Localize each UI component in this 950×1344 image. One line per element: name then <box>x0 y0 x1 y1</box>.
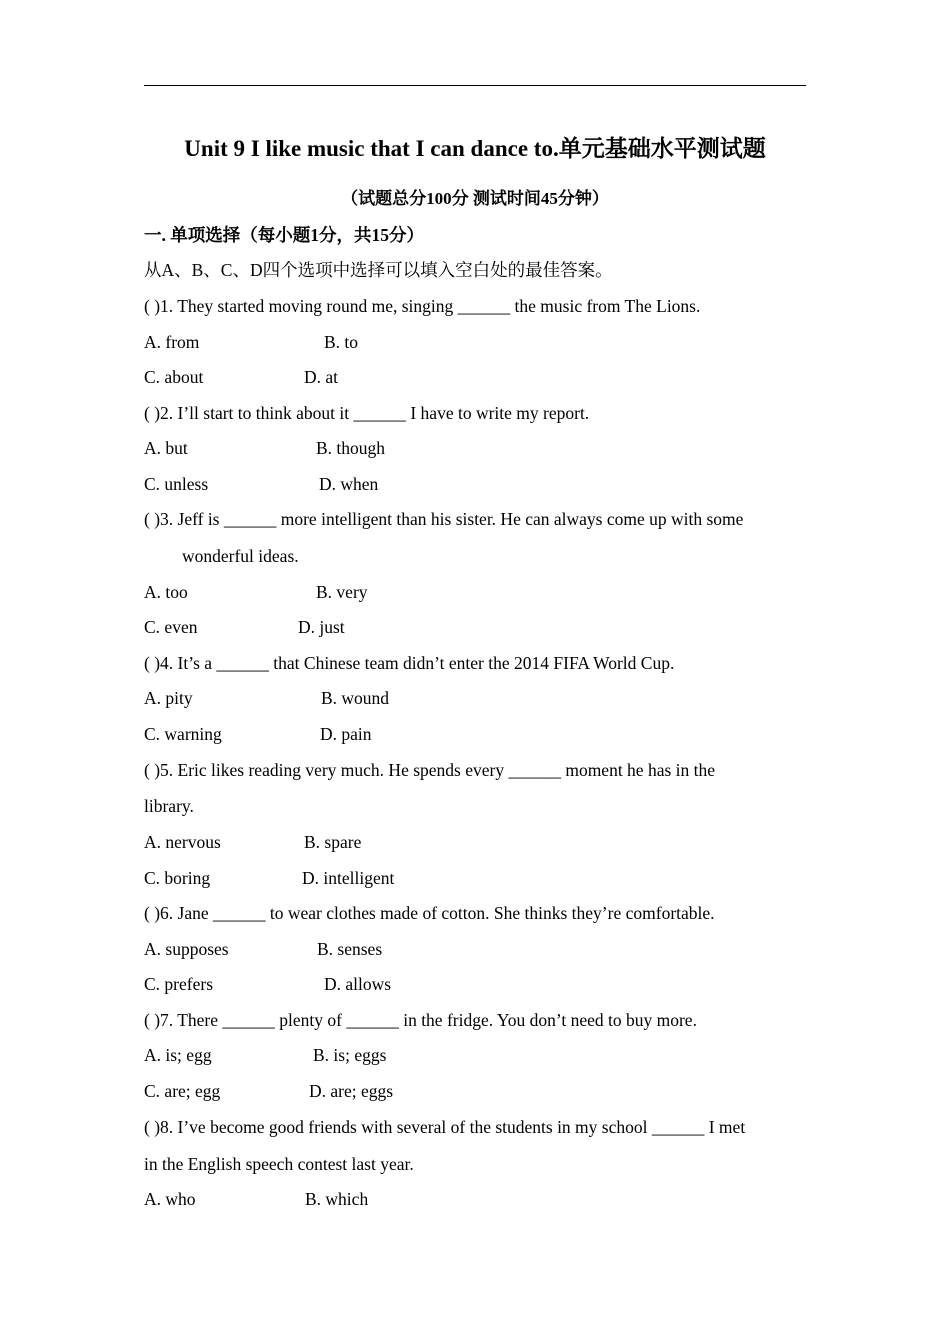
question-5-stem-continued: library. <box>144 796 194 816</box>
section-instruction: 从A、B、C、D四个选项中选择可以填入空白处的最佳答案。 <box>144 260 613 280</box>
question-6-option-a: A. supposes <box>144 939 229 959</box>
question-2-option-d: D. when <box>319 474 379 494</box>
question-1-option-d: D. at <box>304 367 339 387</box>
question-5-stem: ( )5. Eric likes reading very much. He spends every ______ moment he has in the <box>144 760 716 780</box>
question-7-option-a: A. is; egg <box>144 1045 212 1065</box>
question-5-option-c: C. boring <box>144 868 211 888</box>
question-4-stem: ( )4. It’s a ______ that Chinese team didn’t enter the 2014 FIFA World Cup. <box>144 653 675 673</box>
question-8-stem: ( )8. I’ve become good friends with several of the students in my school ______ I met <box>144 1117 746 1137</box>
question-8-option-b: B. which <box>305 1189 369 1209</box>
page-title: Unit 9 I like music that I can dance to.单元基础水平测试题 <box>184 136 766 161</box>
question-3-option-c: C. even <box>144 617 198 637</box>
header-rule <box>144 85 806 86</box>
question-4-option-a: A. pity <box>144 688 193 708</box>
question-7-option-d: D. are; eggs <box>309 1081 394 1101</box>
question-2-option-c: C. unless <box>144 474 209 494</box>
question-6-option-b: B. senses <box>317 939 383 959</box>
question-4-option-b: B. wound <box>321 688 390 708</box>
question-2-option-a: A. but <box>144 438 188 458</box>
question-1-option-a: A. from <box>144 332 200 352</box>
question-7-stem: ( )7. There ______ plenty of ______ in the fridge. You don’t need to buy more. <box>144 1010 697 1030</box>
question-5-option-a: A. nervous <box>144 832 221 852</box>
question-6-stem: ( )6. Jane ______ to wear clothes made of cotton. She thinks they’re comfortable. <box>144 903 715 923</box>
question-8-option-a: A. who <box>144 1189 196 1209</box>
question-3-option-a: A. too <box>144 582 188 602</box>
question-2-option-b: B. though <box>316 438 386 458</box>
question-3-stem-continued: wonderful ideas. <box>182 546 299 566</box>
question-7-option-b: B. is; eggs <box>313 1045 387 1065</box>
question-5-option-d: D. intelligent <box>302 868 395 888</box>
question-2-stem: ( )2. I’ll start to think about it ______ I have to write my report. <box>144 403 590 423</box>
question-3-option-d: D. just <box>298 617 345 637</box>
page-subtitle: （试题总分100分 测试时间45分钟） <box>341 189 609 208</box>
question-6-option-d: D. allows <box>324 974 392 994</box>
question-1-stem: ( )1. They started moving round me, singing ______ the music from The Lions. <box>144 296 701 316</box>
question-5-option-b: B. spare <box>304 832 362 852</box>
question-4-option-c: C. warning <box>144 724 222 744</box>
question-4-option-d: D. pain <box>320 724 372 744</box>
question-6-option-c: C. prefers <box>144 974 214 994</box>
question-7-option-c: C. are; egg <box>144 1081 221 1101</box>
question-1-option-b: B. to <box>324 332 359 352</box>
question-1-option-c: C. about <box>144 367 204 387</box>
question-3-option-b: B. very <box>316 582 368 602</box>
question-3-stem: ( )3. Jeff is ______ more intelligent than his sister. He can always come up with some <box>144 509 744 529</box>
section-heading: 一. 单项选择（每小题1分，共15分） <box>144 225 424 245</box>
question-8-stem-continued: in the English speech contest last year. <box>144 1154 414 1174</box>
